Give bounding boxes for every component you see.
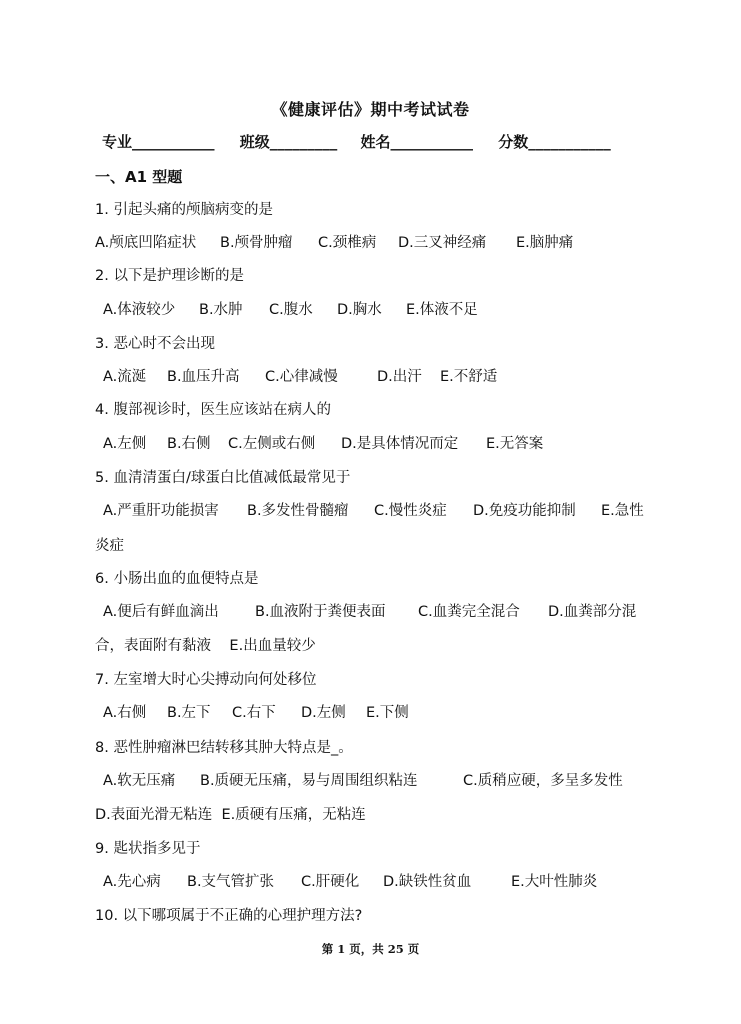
- question-options-continued: D.表面光滑无粘连 E.质硬有压痛，无粘连: [95, 807, 366, 823]
- option: D.三叉神经痛: [398, 235, 487, 251]
- option: E.体液不足: [406, 302, 478, 318]
- option: C.心律减慢: [265, 369, 338, 385]
- option: B.左下: [167, 705, 211, 721]
- option: D.缺铁性贫血: [383, 874, 472, 890]
- student-info-row: [102, 131, 611, 152]
- section-title: 一、A1 型题: [95, 168, 183, 186]
- question-text: 2. 以下是护理诊断的是: [95, 268, 244, 284]
- option: E.大叶性肺炎: [511, 874, 598, 890]
- question-options: [103, 771, 623, 791]
- question-options: [103, 367, 497, 387]
- option: A.软无压痛: [103, 773, 176, 789]
- option: A.左侧: [103, 436, 147, 452]
- question-options-continued: 合，表面附有黏液 E.出血量较少: [95, 638, 316, 654]
- option: C.慢性炎症: [374, 503, 447, 519]
- exam-title: 《健康评估》期中考试试卷: [271, 100, 470, 119]
- option: A.体液较少: [103, 302, 176, 318]
- option: B.血压升高: [167, 369, 240, 385]
- major-field: 专业___________: [102, 133, 215, 151]
- option: D.出汗: [377, 369, 422, 385]
- question-text: 6. 小肠出血的血便特点是: [95, 571, 259, 587]
- option: B.质硬无压痛，易与周围组织粘连: [200, 773, 418, 789]
- option: A.流涎: [103, 369, 147, 385]
- score-field: 分数___________: [498, 133, 611, 151]
- question-options: [103, 703, 409, 723]
- option: C.肝硬化: [301, 874, 360, 890]
- class-field: 班级_________: [239, 133, 338, 151]
- option: D.是具体情况而定: [341, 436, 459, 452]
- question-options: [103, 872, 597, 892]
- option: B.水肿: [199, 302, 243, 318]
- question-options: [103, 434, 543, 454]
- question-text: 3. 恶心时不会出现: [95, 336, 215, 352]
- option: C.腹水: [269, 302, 313, 318]
- option: A.先心病: [103, 874, 161, 890]
- question-options: [103, 602, 636, 622]
- question-text: 5. 血清清蛋白/球蛋白比值减低最常见于: [95, 470, 351, 486]
- option: E.下侧: [366, 705, 409, 721]
- option: B.右侧: [167, 436, 211, 452]
- option: D.免疫功能抑制: [473, 503, 576, 519]
- question-text: 10. 以下哪项属于不正确的心理护理方法?: [95, 908, 363, 924]
- option: E.脑肿痛: [516, 235, 574, 251]
- question-text: 9. 匙状指多见于: [95, 841, 201, 857]
- question-text: 4. 腹部视诊时，医生应该站在病人的: [95, 402, 331, 418]
- option: D.胸水: [337, 302, 382, 318]
- option: B.血液附于粪便表面: [255, 604, 386, 620]
- question-options: [103, 501, 644, 521]
- option: A.右侧: [103, 705, 147, 721]
- option: B.多发性骨髓瘤: [247, 503, 349, 519]
- question-options: [103, 300, 478, 320]
- option: E.无答案: [486, 436, 544, 452]
- question-options-continued: 炎症: [95, 538, 124, 554]
- question-text: 8. 恶性肿瘤淋巴结转移其肿大特点是_。: [95, 740, 353, 756]
- option: B.颅骨肿瘤: [220, 235, 293, 251]
- option: C.血粪完全混合: [418, 604, 520, 620]
- option: E.不舒适: [440, 369, 498, 385]
- option: C.颈椎病: [318, 235, 377, 251]
- question-text: 1. 引起头痛的颅脑病变的是: [95, 202, 273, 218]
- question-options: [95, 233, 573, 253]
- question-text: 7. 左室增大时心尖搏动向何处移位: [95, 672, 317, 688]
- option: C.质稍应硬，多呈多发性: [463, 773, 623, 789]
- option: A.严重肝功能损害: [103, 503, 219, 519]
- name-field: 姓名___________: [360, 133, 474, 151]
- option: D.左侧: [301, 705, 346, 721]
- page-footer: 第 1 页，共 25 页: [321, 942, 420, 956]
- option: B.支气管扩张: [187, 874, 275, 890]
- option: A.便后有鲜血滴出: [103, 604, 219, 620]
- option: C.右下: [232, 705, 276, 721]
- option: D.血粪部分混: [548, 604, 637, 620]
- option: A.颅底凹陷症状: [95, 235, 197, 251]
- option: E.急性: [601, 503, 644, 519]
- option: C.左侧或右侧: [228, 436, 316, 452]
